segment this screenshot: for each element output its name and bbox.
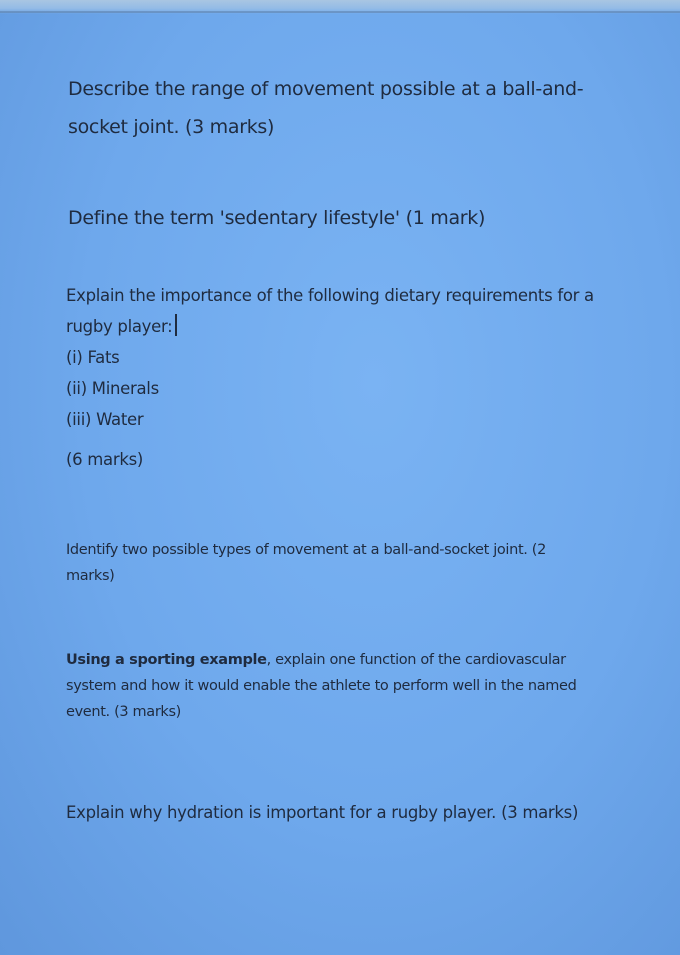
- question-line: Identify two possible types of movement at a ball-and-socket joint. (2: [66, 542, 546, 558]
- question-line: Explain why hydration is important for a rugby player. (3 marks): [66, 803, 579, 822]
- question-line-with-cursor: [66, 311, 594, 342]
- question-line: [66, 647, 576, 673]
- marks-label: (6 marks): [66, 450, 144, 469]
- question-line: event. (3 marks): [66, 704, 181, 720]
- question-cardiovascular-function: [66, 647, 576, 725]
- text-cursor: [175, 314, 177, 336]
- question-line: Explain the importance of the following dietary requirements for a: [66, 286, 594, 305]
- question-text: rugby player:: [66, 317, 173, 336]
- list-item: (ii) Minerals: [66, 379, 159, 398]
- list-item: (i) Fats: [66, 348, 120, 367]
- question-line: marks): [66, 568, 115, 584]
- list-item: (iii) Water: [66, 410, 144, 429]
- question-line: Define the term 'sedentary lifestyle' (1 mark): [68, 207, 486, 229]
- bold-lead-text: Using a sporting example: [66, 652, 267, 668]
- question-dietary-requirements: [66, 280, 594, 475]
- question-ball-socket-range: [68, 70, 583, 146]
- question-text: , explain one function of the cardiovascular: [266, 652, 566, 668]
- question-hydration: [66, 797, 578, 828]
- question-movement-types: [66, 537, 546, 589]
- question-line: socket joint. (3 marks): [68, 116, 275, 138]
- question-sedentary-lifestyle: [68, 199, 485, 237]
- question-line: system and how it would enable the athlete to perform well in the named: [66, 678, 577, 694]
- question-line: Describe the range of movement possible at a ball-and-: [68, 78, 584, 100]
